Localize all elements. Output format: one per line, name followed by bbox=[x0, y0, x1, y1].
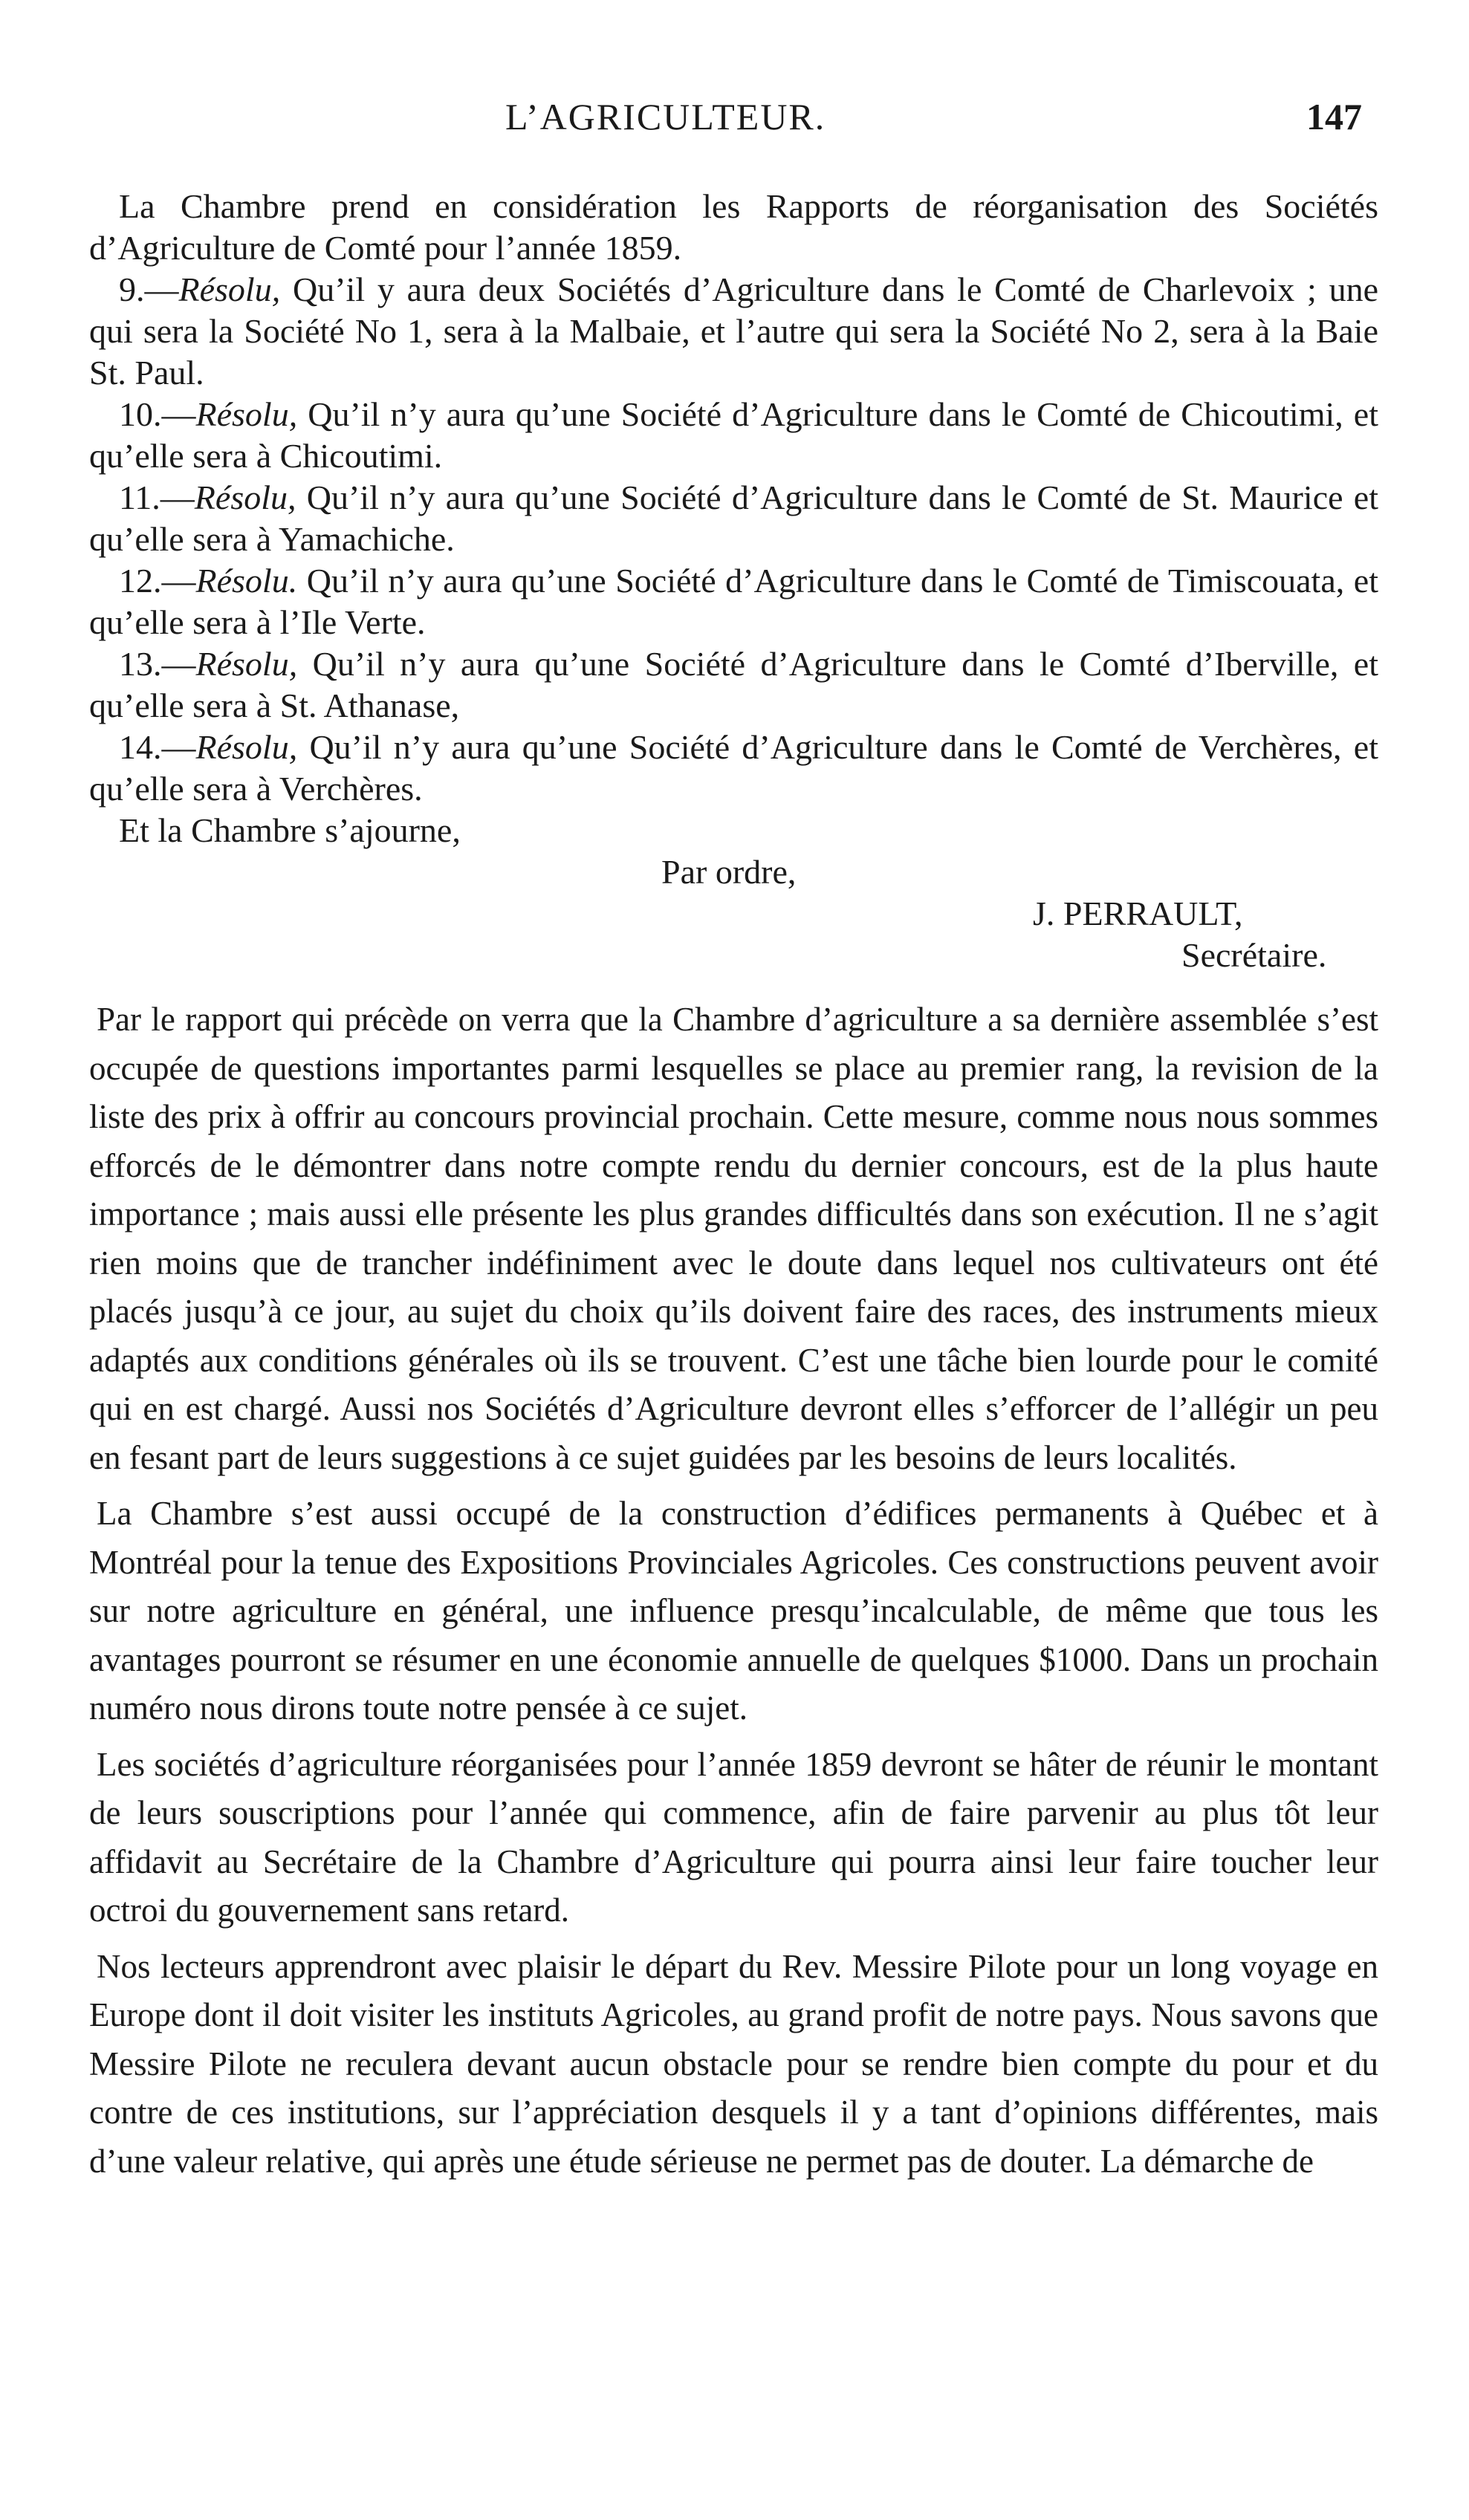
resolution-text: Qu’il n’y aura qu’une Société d’Agriculture dans le Comté de Chicoutimi, et qu’elle sera à Chicoutimi. bbox=[89, 395, 1378, 475]
page-number: 147 bbox=[1306, 96, 1362, 137]
editorial-notes bbox=[89, 996, 1378, 2193]
resolution-11 bbox=[89, 477, 1378, 560]
resolution-word: Résolu, bbox=[194, 478, 296, 516]
resolution-text: Qu’il y aura deux Sociétés d’Agriculture dans le Comté de Charlevoix ; une qui sera la Société No 1, sera à la Malbaie, et l’autre qui sera la Société No 2, sera à la Baie St. Paul. bbox=[89, 270, 1378, 392]
resolution-number: 14.— bbox=[119, 728, 196, 766]
page-header bbox=[0, 95, 1469, 147]
resolution-text: Qu’il n’y aura qu’une Société d’Agriculture dans le Comté de St. Maurice et qu’elle sera à Yamachiche. bbox=[89, 478, 1378, 558]
resolution-text: Qu’il n’y aura qu’une Société d’Agriculture dans le Comté d’Iberville, et qu’elle sera à St. Athanase, bbox=[89, 645, 1378, 724]
resolution-13 bbox=[89, 643, 1378, 727]
editorial-paragraph: La Chambre s’est aussi occupé de la construction d’édifices permanents à Québec et à Montréal pour la tenue des Expositions Provinciales Agricoles. Ces constructions peuvent avoir sur notre agriculture en général, une influence presqu’incalculable, de même que tous les avantages pourront se résumer en une économie annuelle de quelques $1000. Dans un prochain numéro nous dirons toute notre pensée à ce sujet. bbox=[89, 1495, 1378, 1727]
resolution-number: 12.— bbox=[119, 562, 196, 600]
resolution-word: Résolu, bbox=[195, 645, 298, 683]
resolution-12 bbox=[89, 560, 1378, 643]
adjournment: Et la Chambre s’ajourne, bbox=[119, 811, 461, 849]
resolution-word: Résolu, bbox=[195, 728, 298, 766]
resolution-number: 10.— bbox=[119, 395, 196, 433]
resolution-10 bbox=[89, 394, 1378, 477]
resolution-word: Résolu, bbox=[195, 395, 298, 433]
editorial-paragraph: Nos lecteurs apprendront avec plaisir le départ du Rev. Messire Pilote pour un long voyage en Europe dont il doit visiter les instituts Agricoles, au grand profit de notre pays. Nous savons que Messire Pilote ne reculera devant aucun obstacle pour se rendre bien compte du pour et du contre de ces institutions, sur l’appréciation desquels il y a tant d’opinions différentes, mais d’une valeur relative, qui après une étude sérieuse ne permet pas de douter. La démarche de bbox=[89, 1947, 1378, 2180]
signer-role: Secrétaire. bbox=[1181, 936, 1327, 974]
minutes-intro: La Chambre prend en considération les Rapports de réorganisation des Sociétés d’Agriculture de Comté pour l’année 1859. bbox=[89, 187, 1378, 267]
par-ordre: Par ordre, bbox=[661, 853, 797, 891]
resolution-number: 13.— bbox=[119, 645, 196, 683]
editorial-paragraph: Par le rapport qui précède on verra que la Chambre d’agriculture a sa dernière assemblée s’est occupée de questions importantes parmi lesquelles se place au premier rang, la revision de la liste des prix à offrir au concours provincial prochain. Cette mesure, comme nous nous sommes efforcés de le démontrer dans notre compte rendu du dernier concours, est de la plus haute importance ; mais aussi elle présente les plus grandes difficultés dans son exécution. Il ne s’agit rien moins que de trancher indéfiniment avec le doute dans lequel nos cultivateurs ont été placés jusqu’à ce jour, au sujet du choix qu’ils doivent faire des races, des instruments mieux adaptés aux conditions générales où ils se trouvent. C’est une tâche bien lourde pour le comité qui en est chargé. Aussi nos Sociétés d’Agriculture devront elles s’efforcer de l’allégir un peu en fesant part de leurs suggestions à ce sujet guidées par les besoins de leurs localités. bbox=[89, 1001, 1378, 1476]
resolution-text: Qu’il n’y aura qu’une Société d’Agriculture dans le Comté de Timiscouata, et qu’elle sera à l’Ile Verte. bbox=[89, 562, 1378, 641]
resolution-word: Résolu. bbox=[195, 562, 298, 600]
running-title: L’AGRICULTEUR. bbox=[505, 96, 826, 137]
signer-name: J. PERRAULT, bbox=[1033, 894, 1243, 932]
resolution-word: Résolu, bbox=[178, 270, 281, 308]
editorial-paragraph: Les sociétés d’agriculture réorganisées pour l’année 1859 devront se hâter de réunir le montant de leurs souscriptions pour l’année qui commence, afin de faire parvenir au plus tôt leur affidavit au Secrétaire de la Chambre d’Agriculture qui pourra ainsi leur faire toucher leur octroi du gouvernement sans retard. bbox=[89, 1745, 1378, 1929]
resolution-number: 9.— bbox=[119, 270, 179, 308]
resolution-9 bbox=[89, 269, 1378, 394]
resolution-text: Qu’il n’y aura qu’une Société d’Agriculture dans le Comté de Verchères, et qu’elle sera à Verchères. bbox=[89, 728, 1378, 808]
resolution-14 bbox=[89, 727, 1378, 810]
resolution-number: 11.— bbox=[119, 478, 195, 516]
chamber-minutes bbox=[89, 186, 1378, 976]
